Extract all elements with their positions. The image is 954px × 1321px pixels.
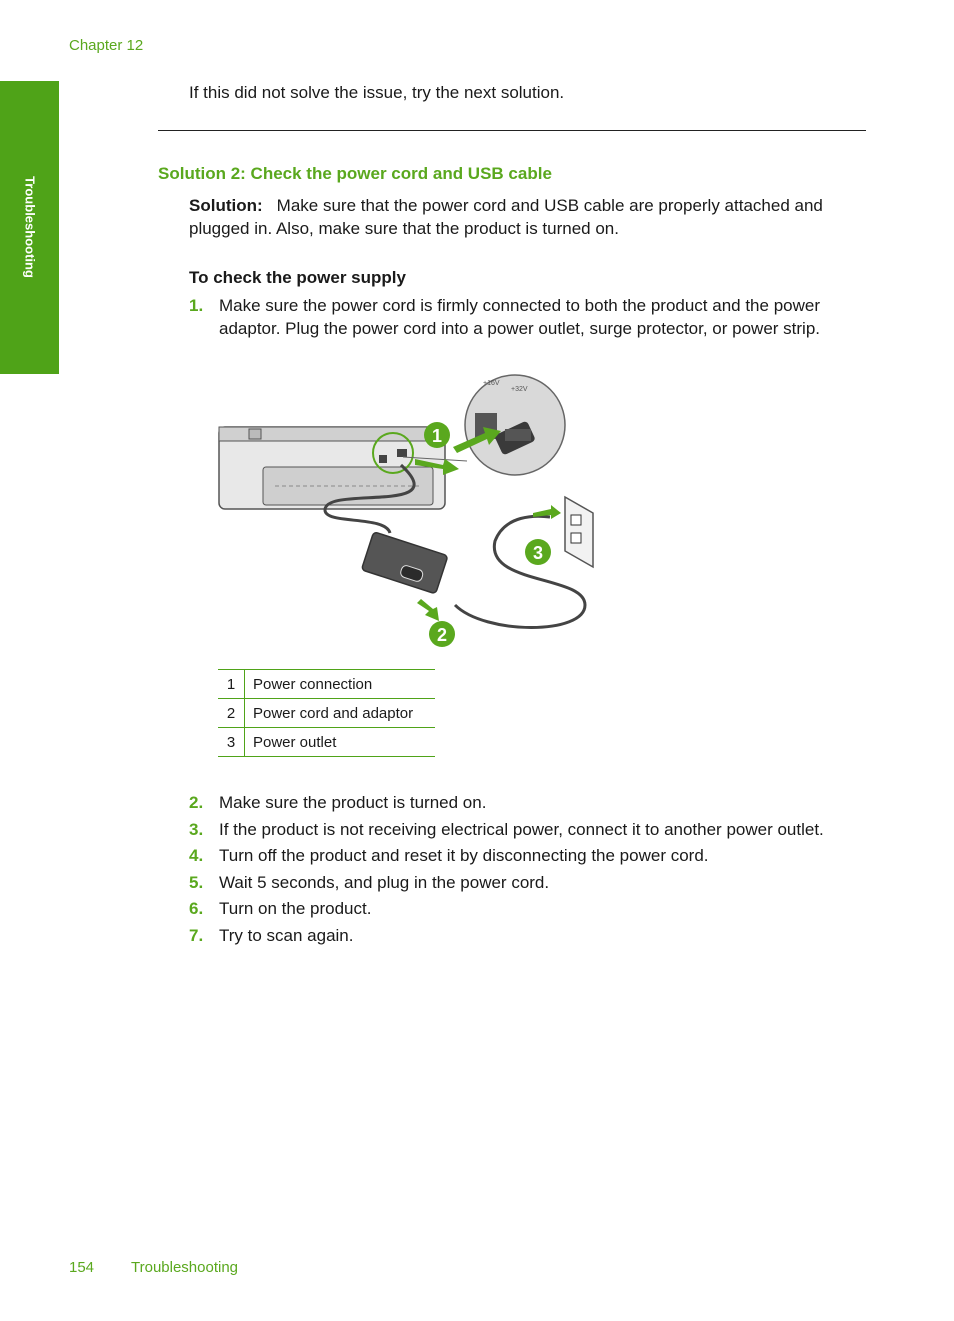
step-number: 3. (189, 820, 204, 839)
step-number: 6. (189, 899, 204, 918)
solution-paragraph (189, 194, 869, 240)
svg-text:2: 2 (436, 625, 448, 645)
solution-heading: Solution 2: Check the power cord and USB cable (158, 164, 552, 183)
solution-label: Solution: (189, 196, 263, 215)
legend-label: Power connection (245, 670, 436, 699)
port-label-32v: +32V (511, 386, 528, 393)
step-number: 1. (189, 296, 204, 315)
callout-legend-table (218, 669, 435, 757)
intro-text: If this did not solve the issue, try the next solution. (189, 83, 565, 102)
solution-text: Make sure that the power cord and USB cable are properly attached and plugged in. Also, make sure that the product is turned on. (189, 196, 823, 238)
section-divider (158, 130, 866, 131)
step-text: If the product is not receiving electrical power, connect it to another power outlet. (219, 820, 824, 839)
port-label-16v: +16V (483, 380, 500, 387)
svg-text:1: 1 (431, 426, 443, 446)
wall-outlet (565, 497, 593, 567)
procedure-heading: To check the power supply (189, 268, 406, 287)
step-text: Wait 5 seconds, and plug in the power cord. (219, 873, 550, 892)
step-text: Turn off the product and reset it by disconnecting the power cord. (219, 846, 709, 865)
step-number: 4. (189, 846, 204, 865)
step-number: 5. (189, 873, 204, 892)
legend-number: 3 (218, 728, 245, 757)
legend-number: 2 (218, 699, 245, 728)
step-text: Try to scan again. (219, 926, 354, 945)
legend-label: Power outlet (245, 728, 436, 757)
legend-number: 1 (218, 670, 245, 699)
table-row (218, 699, 435, 728)
step-text: Turn on the product. (219, 899, 372, 918)
step-text: Make sure the power cord is firmly connected to both the product and the power adaptor. Plug the power cord into a power outlet, surge protector, or power strip. (219, 296, 821, 338)
table-row (218, 728, 435, 757)
side-tab-label: Troubleshooting (22, 176, 38, 278)
step-number: 2. (189, 793, 204, 812)
power-adaptor (361, 532, 448, 594)
svg-text:3: 3 (532, 543, 544, 563)
side-tab (0, 81, 59, 374)
step-number: 7. (189, 926, 204, 945)
footer-section: Troubleshooting (131, 1259, 239, 1276)
legend-label: Power cord and adaptor (245, 699, 436, 728)
arrow-icon (417, 599, 439, 621)
page-number: 154 (69, 1259, 95, 1276)
table-row (218, 670, 435, 699)
step-text: Make sure the product is turned on. (219, 793, 487, 812)
chapter-label: Chapter 12 (69, 37, 144, 54)
power-connection-illustration (215, 365, 595, 655)
